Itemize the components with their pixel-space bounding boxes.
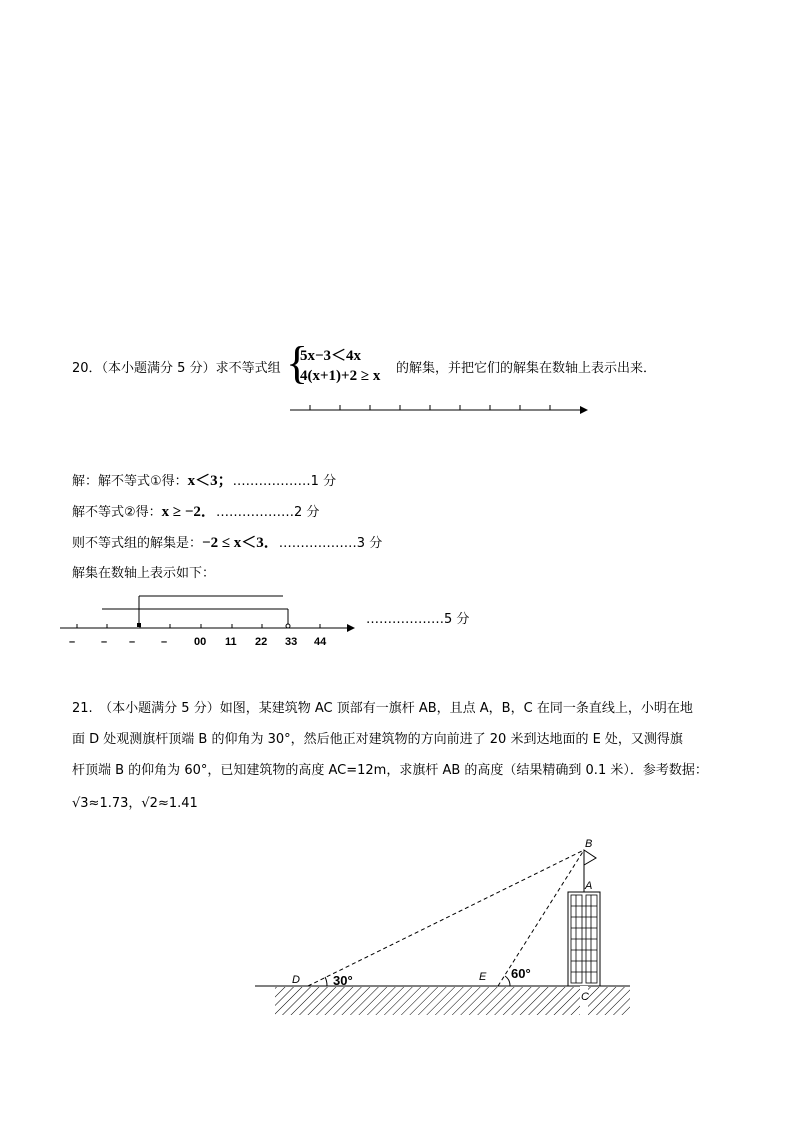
q21-line-2: 面 D 处观测旗杆顶端 B 的仰角为 30°，然后他正对建筑物的方向前进了 20 米到达地面的 E 处，又测得旗: [72, 732, 683, 747]
tick-label: 44: [314, 636, 327, 648]
tick-label: 11: [225, 636, 237, 648]
label-d: D: [292, 974, 300, 986]
q21-line-3: 杆顶端 B 的仰角为 60°，已知建筑物的高度 AC=12m，求旗杆 AB 的高度（结果精确到 0.1 米）．参考数据：: [72, 763, 708, 778]
q21-line-1: 21. （本小题满分 5 分）如图，某建筑物 AC 顶部有一旗杆 AB，且点 A，B，C 在同一条直线上，小明在地: [72, 701, 693, 716]
label-e: E: [479, 971, 487, 983]
q21-line-4: √3≈1.73，√2≈1.41: [72, 796, 198, 811]
q20-inequality-2: 4(x+1)+2 ≥ x: [300, 368, 381, 384]
tick-label: –: [129, 636, 136, 648]
solution-line-2-text: 解不等式②得：: [72, 505, 162, 520]
solution-line-1-score: ………………1 分: [232, 474, 337, 489]
solution-line-2-math: x ≥ −2．: [161, 504, 216, 520]
axis-arrow: [347, 624, 355, 632]
tick-label: –: [101, 636, 108, 648]
ground-hatch: [275, 987, 630, 1015]
solution-line-2: [72, 500, 319, 521]
angle-e-label: 60°: [511, 966, 531, 981]
angle-d-label: 30°: [333, 973, 353, 988]
label-c: C: [581, 991, 589, 1003]
closed-point: [137, 623, 141, 627]
sight-line-d: [308, 850, 584, 986]
system-brace: {: [286, 337, 309, 388]
tick-label: 22: [255, 636, 268, 648]
tick-label: 00: [194, 636, 207, 648]
label-a: A: [585, 880, 593, 892]
q20-prefix: 20．（本小题满分 5 分）求不等式组: [72, 361, 281, 376]
q20-inequality-1: 5x−3＜4x: [300, 348, 362, 364]
tick-label: 33: [285, 636, 298, 648]
open-point: [286, 624, 290, 628]
solution-line-3-math: −2 ≤ x＜3．: [202, 535, 279, 551]
solution-line-3-score: ………………3 分: [278, 536, 383, 551]
axis-ticks: [77, 624, 320, 628]
tick-label: –: [161, 636, 168, 648]
number-line-labels: [55, 636, 355, 652]
solution-line-1-text: 解：解不等式①得：: [72, 474, 188, 489]
solution-line-3-text: 则不等式组的解集是：: [72, 536, 203, 551]
solution-line-2-score: ………………2 分: [215, 505, 320, 520]
flag: [584, 850, 596, 865]
number-line-score: ………………5 分: [366, 612, 470, 627]
building-flagpole-figure: [250, 835, 640, 1025]
solution-line-1-math: x＜3；: [187, 473, 233, 489]
tick-label: –: [69, 636, 76, 648]
label-b: B: [585, 838, 593, 850]
q20-suffix: 的解集，并把它们的解集在数轴上表示出来．: [396, 361, 657, 376]
solution-line-1: [72, 469, 336, 490]
solution-line-4: 解集在数轴上表示如下：: [72, 566, 216, 581]
blank-number-line: [285, 400, 595, 420]
solution-line-3: [72, 531, 382, 552]
